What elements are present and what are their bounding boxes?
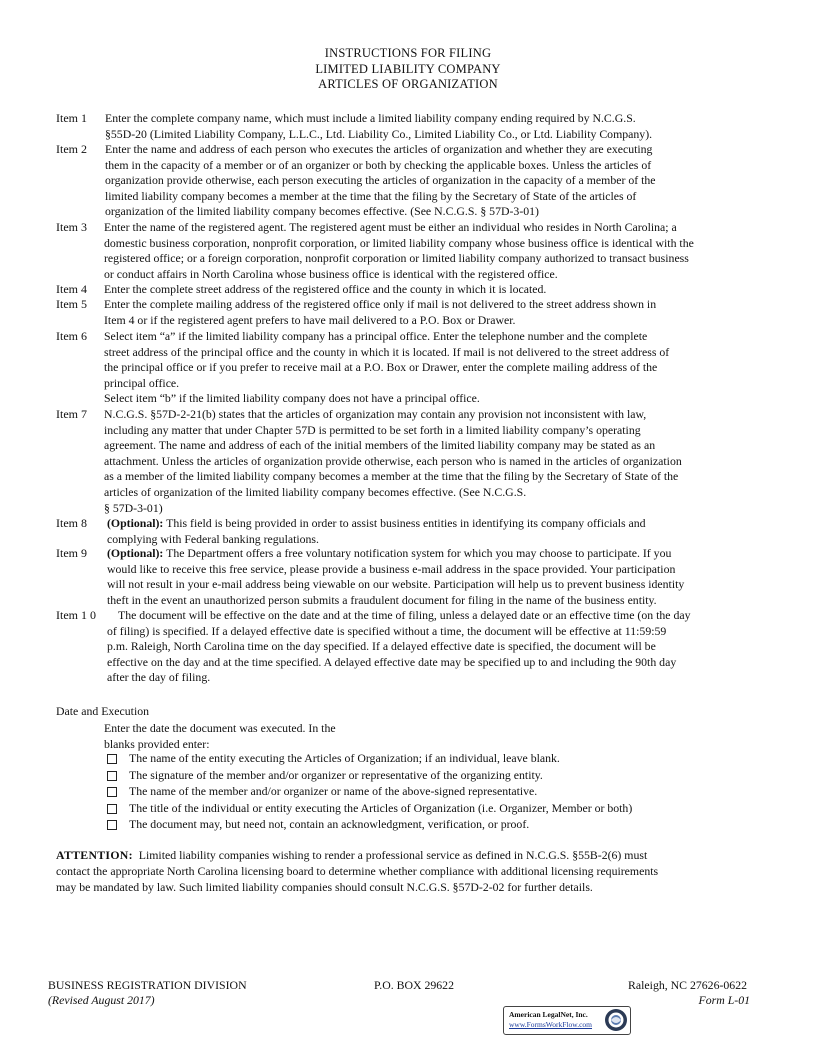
item-line: of filing) is specified. If a delayed effective date is specified without a time, the document will be effective at 11:59:59 — [107, 623, 667, 638]
item-line: complying with Federal banking regulations. — [107, 531, 319, 546]
item-body — [104, 407, 682, 516]
item-line: Enter the complete street address of the registered office and the county in which it is located. — [104, 282, 547, 296]
item-line: will not result in your e-mail address being viewable on our website. Participation will help us to prevent business identity — [107, 577, 685, 592]
item-label: Item 3 — [56, 220, 87, 234]
attention-label: ATTENTION: — [56, 848, 133, 862]
item-body — [107, 546, 684, 608]
american-legalnet-logo[interactable] — [503, 1006, 631, 1035]
item-line: attachment. Unless the articles of organization provide otherwise, each person who is named in the articles of organization — [104, 453, 682, 468]
item-line: principal office. — [104, 375, 180, 390]
footer-city: Raleigh, NC 27626-0622 — [628, 978, 747, 992]
item-body — [105, 111, 652, 142]
date-execution-heading: Date and Execution — [56, 704, 150, 718]
item-line: limited liability company becomes a member at the time that the filing by the Secretary of State of the articles of — [105, 188, 637, 203]
item-label: Item 5 — [56, 297, 87, 311]
item-line: after the day of filing. — [107, 670, 211, 685]
intro-line: blanks provided enter: — [104, 737, 210, 751]
item-line: This field is being provided in order to assist business entities in identifying its company officials and — [166, 516, 646, 530]
footer-division: BUSINESS REGISTRATION DIVISION — [48, 978, 247, 992]
title-line-1: INSTRUCTIONS FOR FILING — [324, 46, 492, 60]
checklist-text: The name of the member and/or organizer or name of the above-signed representative. — [129, 784, 538, 798]
item-line: Enter the name and address of each person who executes the articles of organization and whether they are executing — [105, 142, 653, 156]
item-body — [104, 282, 546, 298]
optional-label: (Optional): — [107, 516, 164, 530]
checklist-text: The title of the individual or entity executing the Articles of Organization (i.e. Organizer, Member or both) — [129, 800, 633, 815]
item-line: registered office; or a foreign corporation, nonprofit corporation or limited liability company authorized to transact business — [104, 251, 689, 266]
item-line: them in the capacity of a member or of an organizer or both by checking the applicable boxes. Unless the articles of — [105, 157, 652, 172]
checkbox-icon — [107, 804, 117, 814]
item-line: § 57D-3-01) — [104, 500, 163, 515]
item-line: §55D-20 (Limited Liability Company, L.L.C., Ltd. Liability Co., Limited Liability Co., or Ltd. Liability Company). — [105, 126, 653, 141]
item-line: or conduct affairs in North Carolina whose business office is identical with the registered office. — [104, 266, 558, 281]
logo-company-name: American LegalNet, Inc. — [509, 1010, 588, 1019]
item-line: Item 4 or if the registered agent prefers to have mail delivered to a P.O. Box or Drawer. — [104, 312, 516, 327]
item-body — [104, 297, 656, 328]
item-label: Item 6 — [56, 329, 87, 343]
title-line-2: LIMITED LIABILITY COMPANY — [315, 61, 501, 76]
item-label: Item 8 — [56, 516, 87, 530]
item-line: N.C.G.S. §57D-2-21(b) states that the articles of organization may contain any provision not inconsistent with law, — [104, 407, 647, 421]
item-line: organization of the limited liability company becomes effective. (See N.C.G.S. § 57D-3-01) — [105, 204, 539, 219]
item-line: effective on the day and at the time specified. A delayed effective date may be specified up to and including the 90th day — [107, 654, 677, 669]
item-label: Item 1 0 — [56, 608, 96, 622]
item-line: domestic business corporation, nonprofit corporation, or limited liability company whose business office is identical with the — [104, 235, 694, 250]
intro-line: Enter the date the document was executed. In the — [104, 720, 336, 735]
item-body — [104, 329, 669, 407]
item-line: Select item “b” if the limited liability company does not have a principal office. — [104, 391, 480, 406]
item-line: would like to receive this free service, please provide a business e-mail address in the space provided. Your participation — [107, 561, 676, 576]
item-line: Enter the complete mailing address of the registered office only if mail is not delivered to the street address shown in — [104, 297, 657, 311]
item-line: street address of the principal office and the county in which it is located. If mail is not delivered to the street address of — [104, 344, 670, 359]
item-line: Enter the name of the registered agent. The registered agent must be either an individual who resides in North Carolina; a — [104, 220, 677, 234]
item-body — [107, 608, 690, 686]
date-and-execution-section — [56, 703, 776, 831]
item-body — [105, 142, 656, 220]
checkbox-icon — [107, 771, 117, 781]
attention-notice — [56, 847, 776, 895]
checkbox-icon — [107, 820, 117, 830]
optional-label: (Optional): — [107, 546, 164, 560]
title-line-3: ARTICLES OF ORGANIZATION — [318, 77, 498, 91]
item-line: The document will be effective on the date and at the time of filing, unless a delayed date or an effective time (on the day — [118, 608, 691, 622]
checkbox-icon — [107, 787, 117, 797]
footer-po-box: P.O. BOX 29622 — [374, 978, 454, 992]
item-line: articles of organization of the limited liability company becomes effective. (See N.C.G.S. — [104, 484, 527, 499]
item-line: the principal office or if you prefer to receive mail at a P.O. Box or Drawer, enter the complete mailing address of the — [104, 360, 658, 375]
item-line: p.m. Raleigh, North Carolina time on the day specified. If a delayed effective date is specified, the document will be — [107, 639, 656, 654]
logo-website-link[interactable]: www.FormsWorkFlow.com — [509, 1020, 593, 1029]
checklist-text: The document may, but need not, contain an acknowledgment, verification, or proof. — [129, 817, 530, 831]
attention-line: Limited liability companies wishing to render a professional service as defined in N.C.G.S. §55B-2(6) must — [138, 848, 648, 862]
item-body — [107, 516, 646, 547]
item-line: including any matter that under Chapter 57D is permitted to be set forth in a limited liability company’s operating — [104, 422, 641, 437]
item-line: Enter the complete company name, which must include a limited liability company ending required by N.C.G.S. — [105, 111, 636, 125]
date-execution-intro — [104, 720, 776, 753]
item-label: Item 9 — [56, 546, 87, 560]
item-line: theft in the event an unauthorized person submits a fraudulent document for filing in the name of the business entity. — [107, 592, 657, 607]
item-line: agreement. The name and address of each of the initial members of the limited liability company may be stated as an — [104, 438, 656, 453]
item-label: Item 4 — [56, 282, 87, 296]
footer-revised: (Revised August 2017) — [48, 993, 155, 1007]
checkbox-icon — [107, 754, 117, 764]
checklist-text: The signature of the member and/or organizer or representative of the organizing entity. — [129, 767, 543, 782]
attention-line: contact the appropriate North Carolina licensing board to determine whether compliance with additional licensing requirements — [56, 864, 659, 878]
globe-seal-icon — [604, 1008, 628, 1032]
item-label: Item 2 — [56, 142, 87, 156]
footer-form-number: Form L-01 — [698, 993, 750, 1007]
item-line: Select item “a” if the limited liability company has a principal office. Enter the telephone number and the complete — [104, 329, 648, 343]
item-line: The Department offers a free voluntary notification system for which you may choose to participate. If you — [166, 546, 672, 560]
item-body — [104, 220, 694, 282]
item-label: Item 1 — [56, 111, 87, 125]
item-line: organization provide otherwise, each person executing the articles of organization in the capacity of a member of the — [105, 173, 656, 188]
item-label: Item 7 — [56, 407, 87, 421]
checklist-text: The name of the entity executing the Articles of Organization; if an individual, leave blank. — [129, 751, 560, 765]
item-line: as a member of the limited liability company becomes a member at the time that the filing by the Secretary of State of the — [104, 469, 679, 484]
attention-line: may be mandated by law. Such limited liability companies should consult N.C.G.S. §57D-2-02 for further details. — [56, 880, 593, 894]
